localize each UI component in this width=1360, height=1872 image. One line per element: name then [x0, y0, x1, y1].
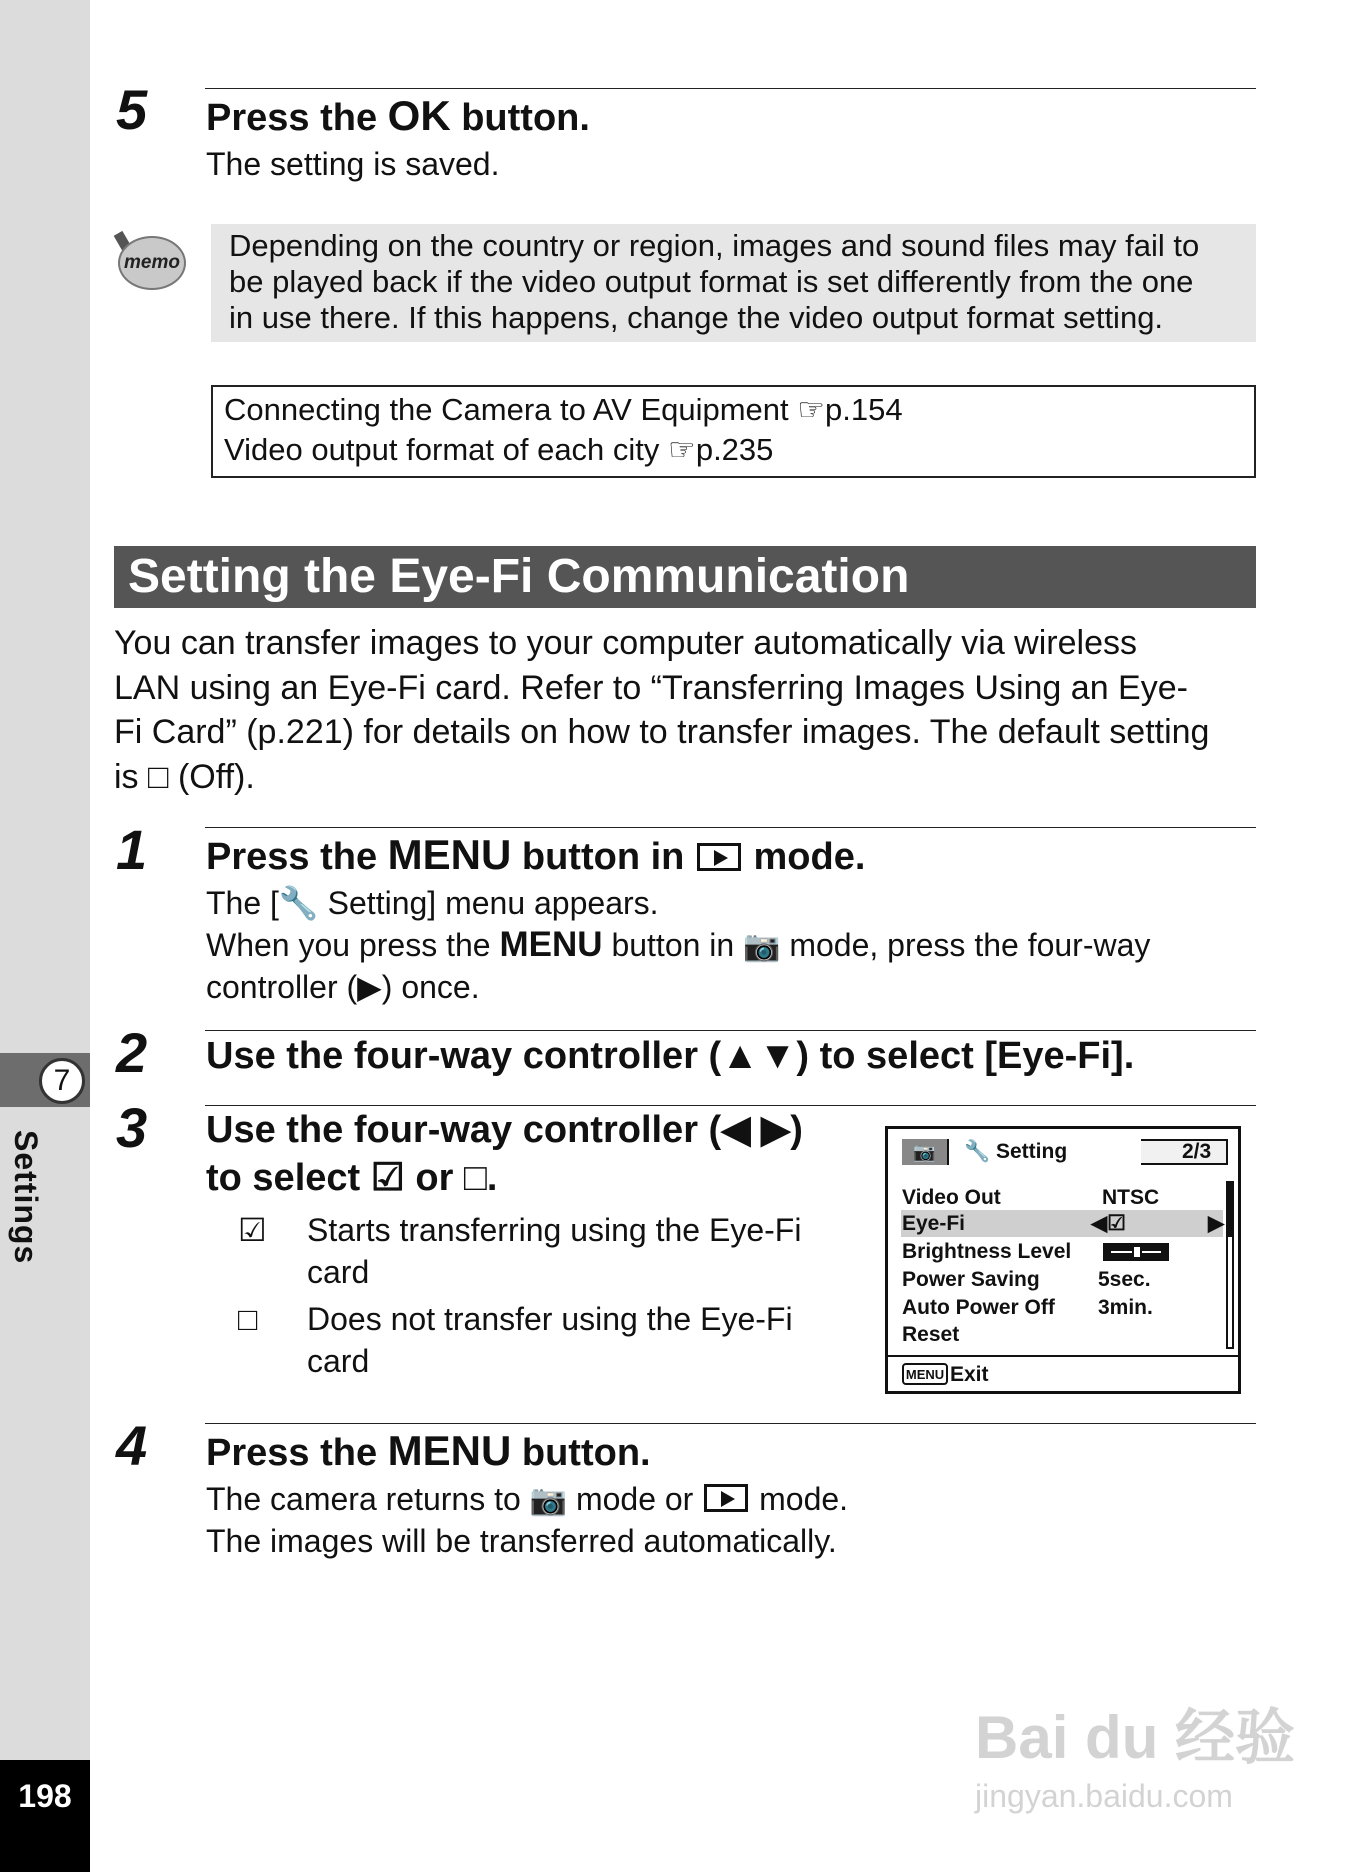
memo-line: Depending on the country or region, images and sound files may fail to — [229, 228, 1200, 263]
step-divider — [205, 1105, 1256, 1106]
step-4-text-part: mode or — [567, 1481, 703, 1517]
reference-text: Video output format of each city — [224, 432, 669, 467]
page-number-box — [0, 1760, 90, 1872]
step-1-line: controller (▶) once. — [206, 969, 480, 1005]
step-5-heading-suffix: button. — [450, 97, 590, 139]
memo-icon — [118, 236, 186, 290]
chapter-number: 7 — [39, 1058, 85, 1104]
step-5-number: 5 — [116, 78, 148, 141]
screen-row-label: Power Saving — [902, 1268, 1040, 1291]
screen-row-label: Eye-Fi — [902, 1212, 966, 1235]
step-1-text-part: When you press the — [206, 927, 500, 963]
reference-page: ☞p.154 — [797, 392, 903, 427]
reference-link[interactable] — [224, 431, 773, 469]
step-5-heading-prefix: Press the — [206, 97, 388, 139]
intro-line: You can transfer images to your computer automatically via wireless — [114, 624, 1137, 662]
camera-mode-icon: 📷 — [743, 930, 781, 963]
screen-title: 🔧 Setting — [964, 1140, 1068, 1163]
step-1-heading — [206, 829, 865, 882]
section-title: Setting the Eye-Fi Communication — [128, 550, 910, 603]
option-off-text: card — [307, 1343, 370, 1379]
screen-camera-tab-icon: 📷 — [902, 1139, 949, 1165]
step-4-line: The images will be transferred automatically. — [206, 1523, 837, 1559]
step-divider — [205, 1423, 1256, 1424]
memo-line: be played back if the video output format is set differently from the one — [229, 264, 1194, 299]
option-on-icon: ☑ — [238, 1212, 267, 1248]
step-1-text-part: button in — [602, 927, 744, 963]
step-4-heading — [206, 1425, 651, 1478]
screen-row-value: 3min. — [1098, 1296, 1153, 1319]
step-3-heading-line: Use the four-way controller (◀ ▶) — [206, 1109, 803, 1151]
screen-page: 2/3 — [1182, 1140, 1212, 1163]
reference-page: ☞p.235 — [668, 432, 774, 467]
ok-button-label: OK — [387, 92, 451, 139]
step-1-heading-part: mode. — [742, 836, 866, 878]
step-2-number: 2 — [116, 1021, 148, 1084]
baidu-watermark-logo: Bai du 经验 — [975, 1704, 1296, 1771]
step-5-text: The setting is saved. — [206, 146, 500, 182]
screen-footer-divider — [888, 1355, 1238, 1357]
screen-scrollbar-thumb — [1226, 1181, 1234, 1237]
chapter-sidebar — [0, 0, 90, 1872]
menu-button-label: MENU — [499, 925, 603, 964]
baidu-watermark-url: jingyan.baidu.com — [975, 1778, 1233, 1814]
step-4-line — [206, 1478, 848, 1522]
step-2-heading: Use the four-way controller (▲▼) to select [Eye-Fi]. — [206, 1035, 1135, 1077]
page-number: 198 — [18, 1778, 72, 1814]
screen-row-label: Brightness Level — [902, 1240, 1072, 1263]
chapter-label: Settings — [8, 1130, 44, 1265]
menu-button-label: MENU — [387, 831, 512, 878]
reference-link[interactable] — [224, 391, 903, 429]
step-divider — [205, 827, 1256, 828]
step-4-text-part: The camera returns to — [206, 1481, 530, 1517]
screen-exit-label: Exit — [950, 1363, 989, 1386]
step-divider — [205, 88, 1256, 89]
step-3-number: 3 — [116, 1096, 148, 1159]
intro-line: Fi Card” (p.221) for details on how to transfer images. The default setting — [114, 713, 1210, 751]
screen-row-label: Video Out — [902, 1186, 1001, 1209]
step-4-heading-part: button. — [511, 1432, 651, 1474]
screen-row-value: ◀☑ — [1091, 1212, 1126, 1235]
step-4-number: 4 — [116, 1414, 148, 1477]
section-intro — [114, 621, 1256, 799]
screen-row-value: 5sec. — [1098, 1268, 1151, 1291]
step-divider — [205, 1030, 1256, 1031]
screen-row-label: Auto Power Off — [902, 1296, 1055, 1319]
step-1-text-part: mode, press the four-way — [780, 927, 1151, 963]
intro-line: LAN using an Eye-Fi card. Refer to “Transferring Images Using an Eye- — [114, 668, 1188, 707]
playback-mode-icon — [697, 843, 741, 871]
step-1-heading-part: Press the — [206, 836, 388, 878]
option-on-text: card — [307, 1254, 370, 1290]
step-1-number: 1 — [116, 818, 148, 881]
step-3-heading-line: to select ☑ or □. — [206, 1157, 498, 1199]
playback-mode-icon — [704, 1484, 748, 1512]
step-4-heading-part: Press the — [206, 1432, 388, 1474]
option-on-text: Starts transferring using the Eye-Fi — [307, 1212, 802, 1248]
step-1-heading-part: button in — [511, 836, 695, 878]
step-4-text-part: mode. — [750, 1481, 849, 1517]
memo-text — [229, 228, 1199, 336]
option-off-icon: □ — [238, 1301, 258, 1337]
camera-mode-icon: 📷 — [529, 1484, 568, 1517]
screen-row-value: NTSC — [1102, 1186, 1160, 1209]
reference-text: Connecting the Camera to AV Equipment — [224, 392, 798, 427]
brightness-level-knob — [1132, 1245, 1142, 1259]
step-1-line: The [🔧 Setting] menu appears. — [206, 885, 659, 921]
step-1-line — [206, 924, 1150, 968]
camera-menu-screen — [885, 1126, 1241, 1394]
memo-icon-label: memo — [124, 252, 180, 273]
menu-badge: MENU — [902, 1363, 948, 1385]
screen-right-arrow-icon: ▶ — [1208, 1212, 1225, 1235]
intro-line: is □ (Off). — [114, 757, 255, 796]
screen-row-label: Reset — [902, 1323, 960, 1346]
option-off-text: Does not transfer using the Eye-Fi — [307, 1301, 793, 1337]
menu-button-label: MENU — [387, 1427, 512, 1474]
memo-line: in use there. If this happens, change the video output format setting. — [229, 300, 1164, 335]
step-5-heading — [206, 90, 590, 143]
